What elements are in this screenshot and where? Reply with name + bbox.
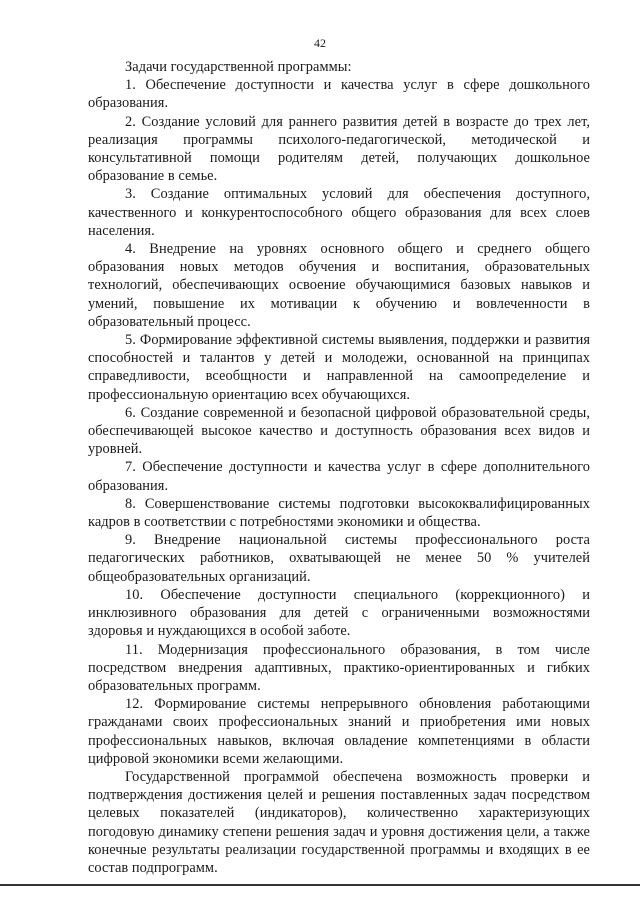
task-item-3: 3. Создание оптимальных условий для обеспечения доступного, качественного и конкурентоспособного общего образования для всех слоев населения. (88, 186, 590, 239)
task-item-8: 8. Совершенствование системы подготовки высококвалифицированных кадров в соответствии с потребностями экономики и общества. (88, 495, 590, 531)
task-item-11: 11. Модернизация профессионального образования, в том числе посредством внедрения адаптивных, практико-ориентированных и гибких образовательных программ. (88, 641, 590, 694)
bottom-rule (0, 884, 640, 886)
task-item-2: 2. Создание условий для раннего развития детей в возрасте до трех лет, реализация программы психолого-педагогической, методической и консультативной помощи родителям детей, получающих дошкольное образование в семье. (88, 113, 590, 185)
task-item-9: 9. Внедрение национальной системы профессионального роста педагогических работников, охватывающей не менее 50 % учителей общеобразовательных организаций. (88, 532, 590, 585)
task-item-10: 10. Обеспечение доступности специального (коррекционного) и инклюзивного образования для детей с ограниченными возможностями здоровья и нуждающихся в особой заботе. (88, 586, 590, 640)
page-number: 42 (314, 36, 326, 50)
document-body (88, 58, 590, 877)
task-item-4: 4. Внедрение на уровнях основного общего и среднего общего образования новых методов обучения и воспитания, образовательных технологий, обеспечивающих освоение обучающимися базовых навыков и умений, повышение их мотивации к обучению и вовлеченности в образовательный процесс. (88, 241, 590, 330)
task-item-12: 12. Формирование системы непрерывного обновления работающими гражданами своих профессиональных знаний и приобретения ими новых профессиональных навыков, включая овладение компетенциями в области цифровой экономики всеми желающими. (88, 696, 590, 767)
task-item-7: 7. Обеспечение доступности и качества услуг в сфере дополнительного образования. (88, 459, 590, 494)
task-item-5: 5. Формирование эффективной системы выявления, поддержки и развития способностей и талантов у детей и молодежи, основанной на принципах справедливости, всеобщности и направленной на самоопределение и профессиональную ориентацию всех обучающихся. (88, 332, 590, 403)
task-item-1: 1. Обеспечение доступности и качества услуг в сфере дошкольного образования. (88, 77, 590, 112)
closing-paragraph: Государственной программой обеспечена возможность проверки и подтверждения достижения целей и решения поставленных задач посредством целевых показателей (индикаторов), количественно характеризующих погодовую динамику степени решения задач и уровня достижения цели, а также конечные результаты реализации государственной программы и входящих в ее состав подпрограмм. (88, 768, 590, 876)
section-heading: Задачи государственной программы: (125, 59, 352, 75)
task-item-6: 6. Создание современной и безопасной цифровой образовательной среды, обеспечивающей высокое качество и доступность образования всех видов и уровней. (88, 404, 590, 458)
